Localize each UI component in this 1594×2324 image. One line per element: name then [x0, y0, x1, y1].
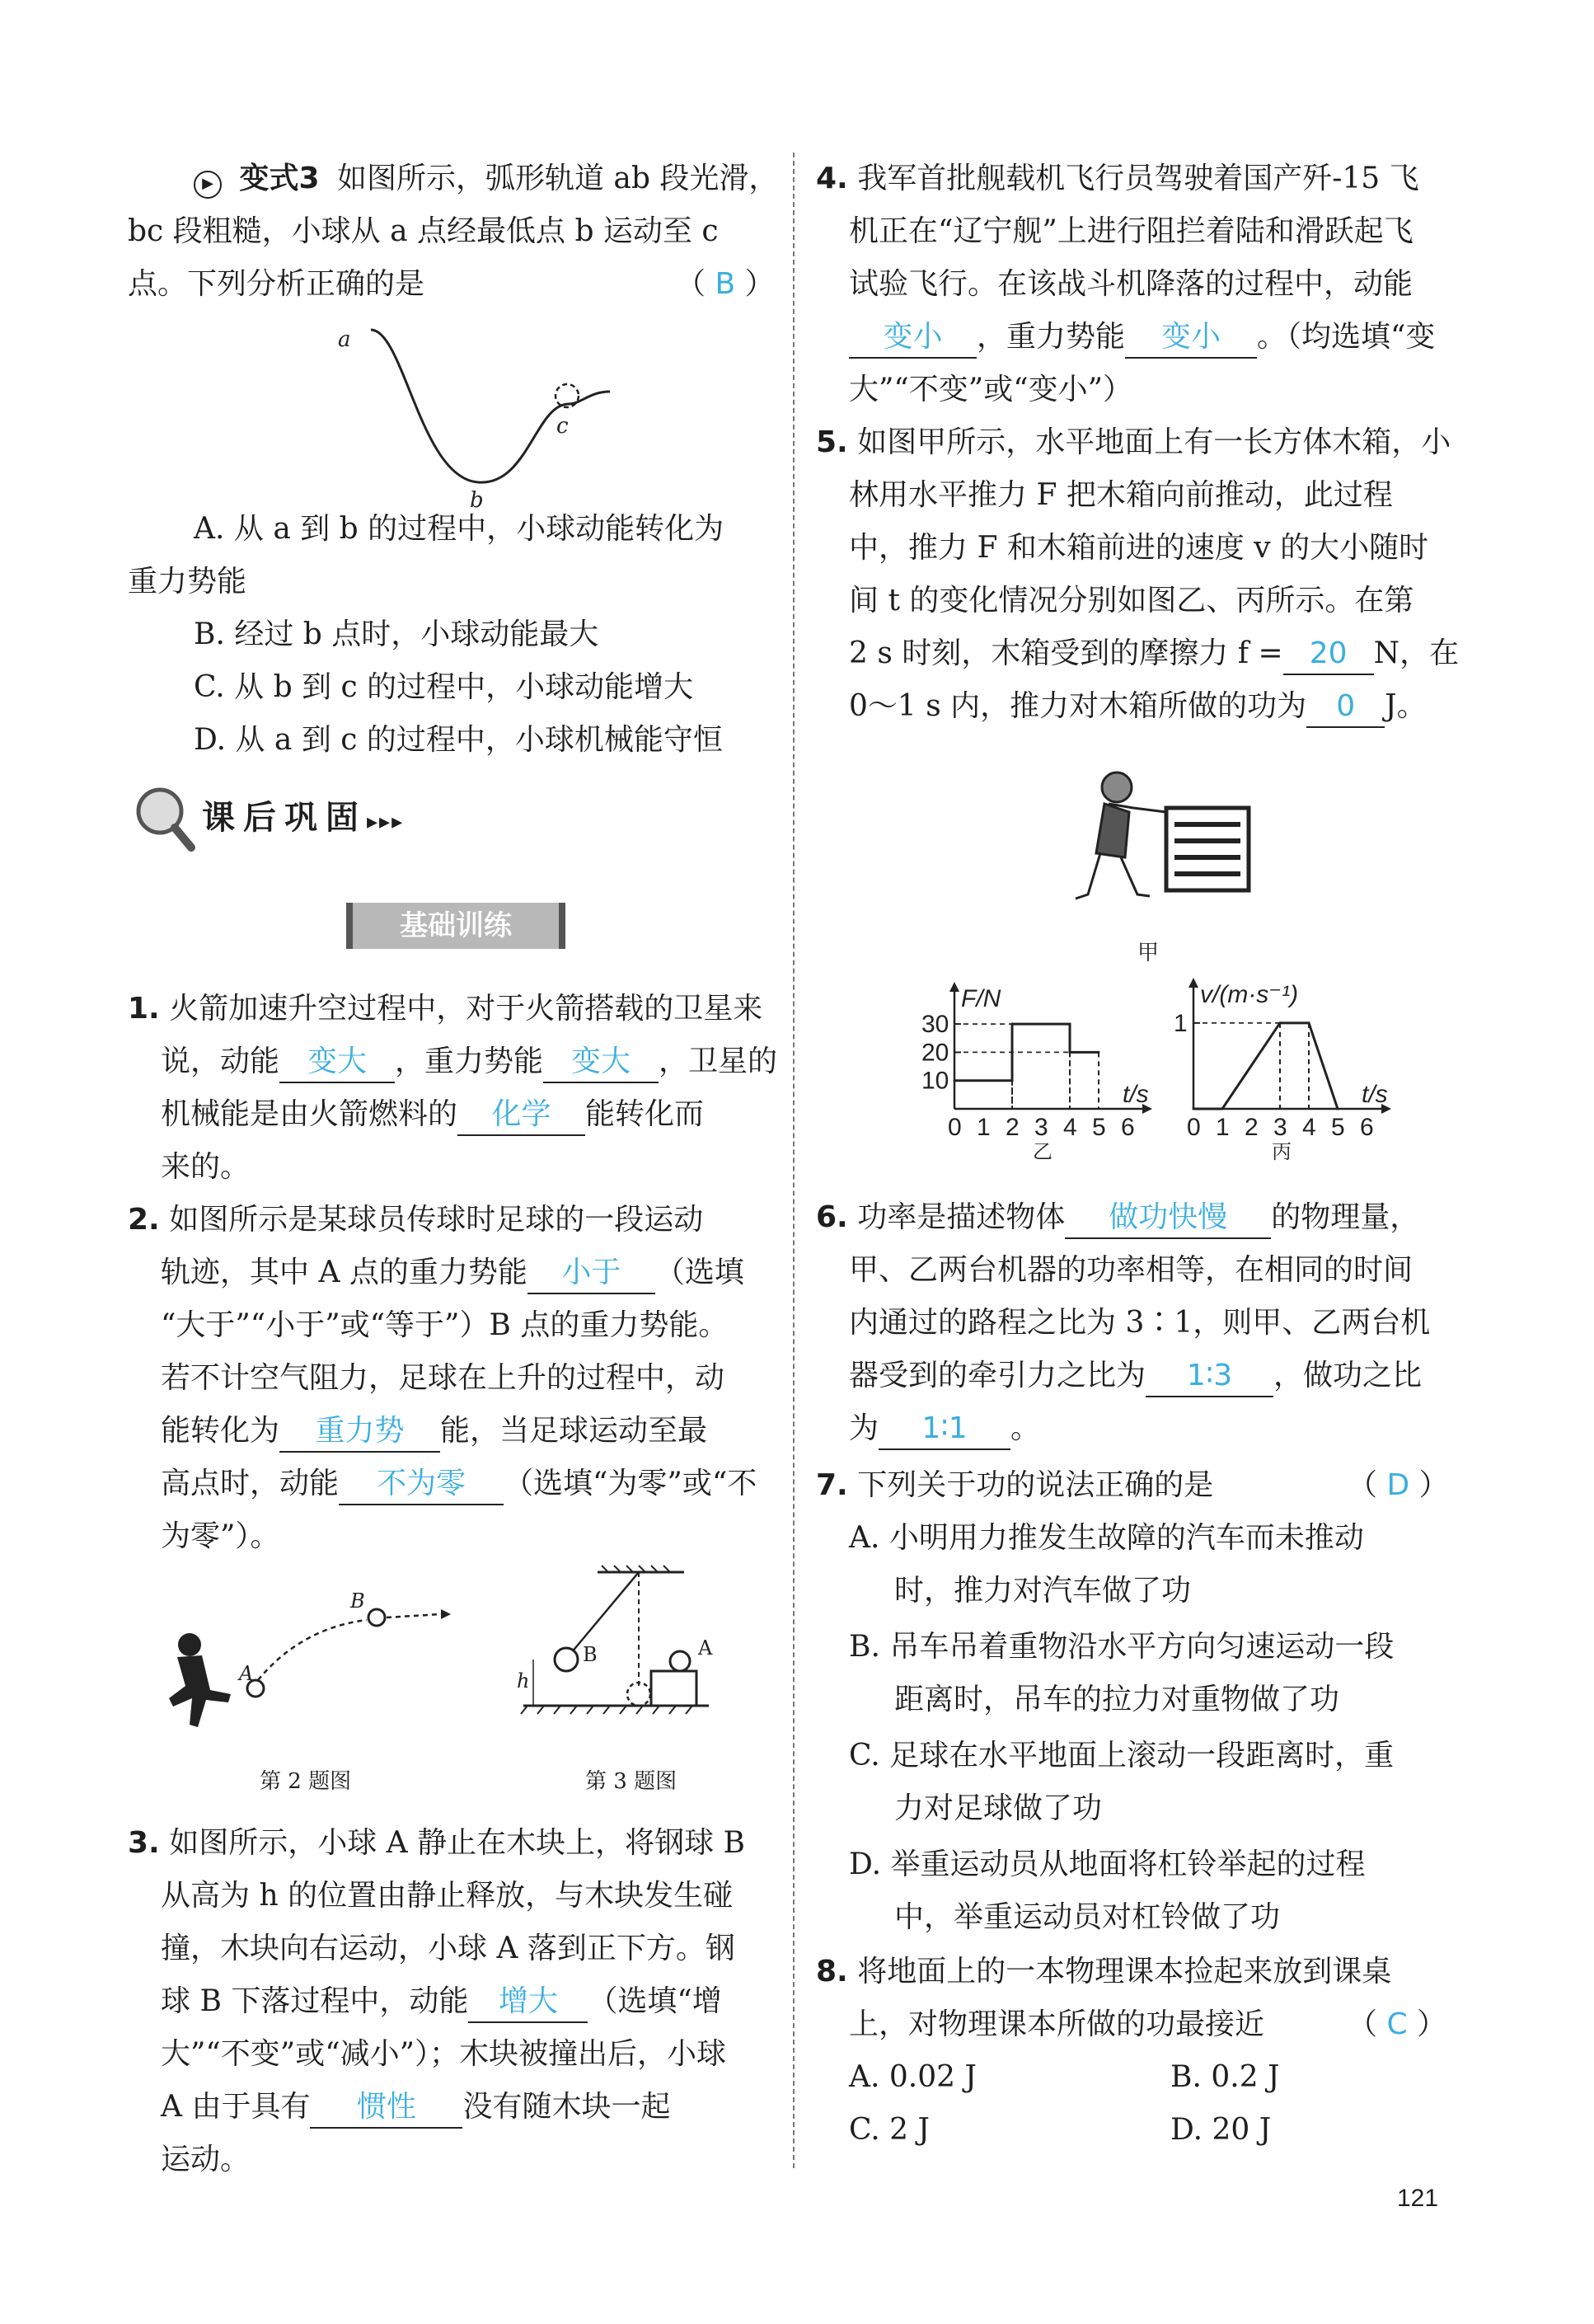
q5-text: 2 s 时刻，木箱受到的摩擦力 f = [849, 636, 1283, 670]
x-tick-label: 6 [1121, 1114, 1135, 1141]
magnifier-icon [132, 783, 198, 853]
q3-line2: 从高为 h 的位置由静止释放，与木块发生碰 [161, 1879, 734, 1913]
chart-caption: 乙 [1033, 1140, 1053, 1163]
q8-option-d: D. 20 J [1170, 2113, 1272, 2147]
point-c-label: c [556, 414, 569, 439]
q1-text: 能转化而 [585, 1097, 705, 1131]
q8-answer-bracket: （ C ） [1348, 2007, 1447, 2041]
q1-line1: 火箭加速升空过程中，对于火箭搭载的卫星来 [169, 992, 763, 1026]
option-a: A. 从 a 到 b 的过程中，小球动能转化为 [194, 512, 724, 546]
x-tick-label: 5 [1092, 1114, 1106, 1141]
option-c: C. 从 b 到 c 的过程中，小球动能增大 [194, 670, 694, 704]
q4-line1: 我军首批舰载机飞行员驾驶着国产歼-15 飞 [857, 162, 1419, 195]
q1-text: 说，动能 [161, 1045, 280, 1078]
option-a-cont: 重力势能 [128, 565, 247, 599]
wooden-block-icon [651, 1671, 696, 1706]
q3-line3: 撞，木块向右运动，小球 A 落到正下方。钢 [161, 1932, 735, 1965]
q2-number: 2. [128, 1203, 160, 1237]
steel-ball-dashed-icon [627, 1683, 650, 1706]
q5-line3: 中，推力 F 和木箱前进的速度 v 的大小随时 [849, 531, 1429, 565]
data-point [1098, 1051, 1100, 1054]
q7-option-c-cont: 力对足球做了功 [894, 1791, 1103, 1825]
variant-answer-bracket: （ B ） [676, 267, 775, 301]
x-tick-label: 0 [948, 1114, 962, 1141]
q7-option-d-cont: 中，举重运动员对杠铃做了功 [894, 1900, 1281, 1934]
y-tick-label: 10 [921, 1067, 949, 1095]
y-axis-arrow [1188, 978, 1198, 988]
q6-text: 为 [849, 1411, 879, 1445]
q4-text: ，重力势能 [977, 320, 1126, 354]
q2-text: 高点时，动能 [161, 1467, 340, 1500]
x-tick-label: 4 [1302, 1114, 1316, 1141]
q2-answer-1: 小于 [527, 1253, 655, 1294]
wooden-box-icon [1166, 808, 1249, 890]
boy-pushing-icon [1076, 772, 1166, 899]
chart-caption: 丙 [1272, 1140, 1292, 1163]
x-tick-label: 3 [1273, 1114, 1287, 1141]
q2-text: （选填 [654, 1256, 744, 1289]
q7-option-c: C. 足球在水平地面上滚动一段距离时，重 [849, 1739, 1395, 1772]
q4-line2: 机正在“辽宁舰”上进行阻拦着陆和滑跃起飞 [849, 214, 1414, 248]
data-point [1279, 1021, 1282, 1024]
q5-text: J。 [1385, 689, 1427, 723]
pendulum-figure [507, 1562, 713, 1752]
x-tick-label: 4 [1063, 1114, 1077, 1141]
football-trajectory-figure [161, 1583, 457, 1748]
basic-training-banner: 基础训练 [346, 903, 565, 949]
page-number: 121 [1397, 2185, 1439, 2212]
data-point [1069, 1023, 1071, 1026]
data-point [1011, 1023, 1014, 1026]
point-a-label: a [338, 327, 351, 352]
q5-line4: 间 t 的变化情况分别如图乙、丙所示。在第 [849, 584, 1414, 617]
data-point [954, 1079, 956, 1082]
q2-answer-2: 重力势 [279, 1411, 440, 1453]
q3-text: 球 B 下落过程中，动能 [161, 1984, 469, 2018]
variant-label: 变式3 [239, 162, 320, 195]
q7-number: 7. [816, 1468, 848, 1502]
q7-answer: D [1386, 1468, 1410, 1502]
q7-option-b-cont: 距离时，吊车的拉力对重物做了功 [894, 1683, 1340, 1716]
series-line [1193, 1023, 1338, 1109]
q4-number: 4. [816, 162, 848, 195]
x-tick-label: 6 [1360, 1114, 1374, 1141]
q5-line1: 如图甲所示，水平地面上有一长方体木箱，小 [857, 425, 1451, 459]
option-d: D. 从 a 到 c 的过程中，小球机械能守恒 [194, 723, 723, 757]
steel-ball-b-icon [555, 1648, 578, 1671]
section-title: 课后巩固▸▸▸ [202, 799, 405, 837]
data-point [1308, 1021, 1310, 1024]
x-tick-label: 3 [1034, 1114, 1048, 1141]
point-b-label: b [470, 488, 484, 513]
y-tick-label: 1 [1174, 1009, 1188, 1037]
q6-line2: 甲、乙两台机器的功率相等，在相同的时间 [849, 1253, 1414, 1287]
q8-option-b: B. 0.2 J [1170, 2060, 1280, 2094]
q1-number: 1. [128, 992, 160, 1026]
variant-line3: 点。下列分析正确的是 [128, 267, 425, 301]
q5-text: 0～1 s 内，推力对木箱所做的功为 [849, 689, 1307, 723]
q2-answer-3: 不为零 [339, 1464, 504, 1505]
x-tick-label: 2 [1006, 1114, 1020, 1141]
q3-answer-1: 增大 [468, 1982, 588, 2023]
column-divider [793, 153, 795, 2168]
x-tick-label: 0 [1187, 1114, 1201, 1141]
q2-line3: “大于”“小于”或“等于”）B 点的重力势能。 [161, 1308, 729, 1342]
q2-line1: 如图所示是某球员传球时足球的一段运动 [169, 1203, 704, 1237]
q1-answer-3: 化学 [457, 1095, 585, 1136]
q7-option-b: B. 吊车吊着重物沿水平方向匀速运动一段 [849, 1630, 1395, 1664]
q5-answer-2: 0 [1306, 687, 1385, 728]
q6-text: 器受到的牵引力之比为 [849, 1359, 1146, 1392]
q6-text: 。 [1010, 1411, 1041, 1445]
x-tick-label: 1 [1216, 1114, 1230, 1141]
q7-option-a: A. 小明用力推发生故障的汽车而未推动 [849, 1521, 1364, 1555]
q4-line5: 大”“不变”或“变小”） [849, 373, 1133, 406]
q6-text: 功率是描述物体 [857, 1200, 1066, 1234]
q1-text: 机械能是由火箭燃料的 [161, 1097, 458, 1131]
q6-number: 6. [816, 1200, 848, 1234]
q5-text: N，在 [1373, 636, 1460, 670]
x-tick-label: 2 [1245, 1114, 1259, 1141]
fig3-caption: 第 3 题图 [585, 1769, 677, 1794]
q4-answer-1: 变小 [849, 317, 977, 359]
q8-option-a: A. 0.02 J [849, 2060, 977, 2094]
q1-text: ，重力势能 [395, 1045, 544, 1078]
q3-line7: 运动。 [161, 2143, 251, 2176]
q1-answer-1: 变大 [279, 1042, 395, 1083]
q8-line2: 上，对物理课本所做的功最接近 [849, 2007, 1265, 2041]
fig2-label-a: A [239, 1662, 254, 1685]
q3-answer-2: 惯性 [310, 2087, 462, 2129]
q4-line3: 试验飞行。在该战斗机降落的过程中，动能 [849, 267, 1414, 301]
y-axis-label: F/N [961, 985, 1001, 1012]
fig3-label-a: A [698, 1636, 713, 1660]
option-b: B. 经过 b 点时，小球动能最大 [194, 617, 599, 651]
q7-option-d: D. 举重运动员从地面将杠铃举起的过程 [849, 1847, 1366, 1881]
q3-text: 没有随木块一起 [462, 2090, 671, 2124]
q1-text: ，卫星的 [659, 1045, 778, 1078]
variant-line1: 如图所示，弧形轨道 ab 段光滑， [336, 162, 779, 195]
play-icon: ▶ [194, 171, 222, 199]
q1-answer-2: 变大 [543, 1042, 659, 1083]
q1-line4: 来的。 [161, 1150, 251, 1184]
football-player-icon [169, 1633, 231, 1727]
variant-line2: bc 段粗糙，小球从 a 点经最低点 b 运动至 c [128, 214, 719, 248]
velocity-time-chart [1154, 981, 1401, 1167]
q3-line1: 如图所示，小球 A 静止在木块上，将钢球 B [169, 1826, 745, 1860]
q3-number: 3. [128, 1826, 160, 1860]
q8-answer: C [1386, 2007, 1408, 2041]
q5-line2: 林用水平推力 F 把木箱向前推动，此过程 [849, 478, 1393, 512]
q6-line3: 内通过的路程之比为 3∶1，则甲、乙两台机 [849, 1306, 1431, 1340]
q3-text: A 由于具有 [161, 2090, 311, 2124]
y-axis-label: v/(m·s⁻¹) [1200, 981, 1299, 1008]
q6-answer-2: 1∶3 [1146, 1356, 1273, 1397]
arc-track-figure [330, 322, 717, 511]
ball-b-icon [368, 1609, 385, 1626]
q5-answer-1: 20 [1283, 634, 1374, 675]
q2-text: 能转化为 [161, 1414, 280, 1448]
data-point [1069, 1051, 1071, 1054]
q2-line7: 为零”）。 [161, 1519, 280, 1553]
fig2-caption: 第 2 题图 [260, 1769, 352, 1794]
force-time-chart [915, 981, 1149, 1167]
q3-text: （选填“增 [588, 1984, 722, 2018]
q6-text: ，做功之比 [1273, 1359, 1423, 1392]
pushing-box-figure [1059, 763, 1273, 911]
y-tick-label: 30 [921, 1011, 949, 1039]
q7-stem: 下列关于功的说法正确的是 [857, 1468, 1214, 1502]
data-point [1337, 1108, 1339, 1110]
q6-answer-3: 1∶1 [879, 1409, 1010, 1450]
fig3-label-b: B [583, 1643, 598, 1666]
ball-a-on-block-icon [670, 1651, 690, 1671]
q2-text: （选填“为零”或“不 [504, 1467, 757, 1500]
data-point [1193, 1108, 1195, 1110]
q7-answer-bracket: （ D ） [1348, 1468, 1449, 1502]
y-tick-label: 20 [921, 1039, 949, 1067]
q2-text: 能，当足球运动至最 [440, 1414, 708, 1448]
q6-text: 的物理量， [1271, 1200, 1420, 1234]
data-point [1011, 1079, 1014, 1082]
q6-answer-1: 做功快慢 [1065, 1198, 1271, 1239]
data-point [1221, 1108, 1224, 1110]
q2-line4: 若不计空气阻力，足球在上升的过程中，动 [161, 1361, 725, 1395]
x-tick-label: 1 [977, 1114, 991, 1141]
q2-text: 轨迹，其中 A 点的重力势能 [161, 1256, 527, 1289]
q3-line5: 大”“不变”或“减小”）；木块被撞出后，小球 [161, 2037, 727, 2071]
q4-answer-2: 变小 [1125, 317, 1257, 359]
q8-line1: 将地面上的一本物理课本捡起来放到课桌 [857, 1955, 1392, 1988]
fig-jia-caption: 甲 [1137, 941, 1160, 965]
fig3-label-h: h [517, 1669, 530, 1693]
q5-number: 5. [816, 425, 848, 459]
fig2-label-b: B [350, 1589, 365, 1613]
x-axis-label: t/s [1362, 1081, 1388, 1108]
arrows-icon: ▸▸▸ [367, 810, 405, 834]
x-axis-label: t/s [1123, 1081, 1149, 1108]
x-tick-label: 5 [1331, 1114, 1345, 1141]
q8-option-c: C. 2 J [849, 2113, 930, 2147]
q7-option-a-cont: 时，推力对汽车做了功 [894, 1574, 1192, 1608]
q8-number: 8. [816, 1955, 848, 1988]
variant-answer: B [715, 267, 736, 301]
y-axis-arrow [949, 982, 959, 992]
q4-text: 。（均选填“变 [1257, 320, 1436, 354]
